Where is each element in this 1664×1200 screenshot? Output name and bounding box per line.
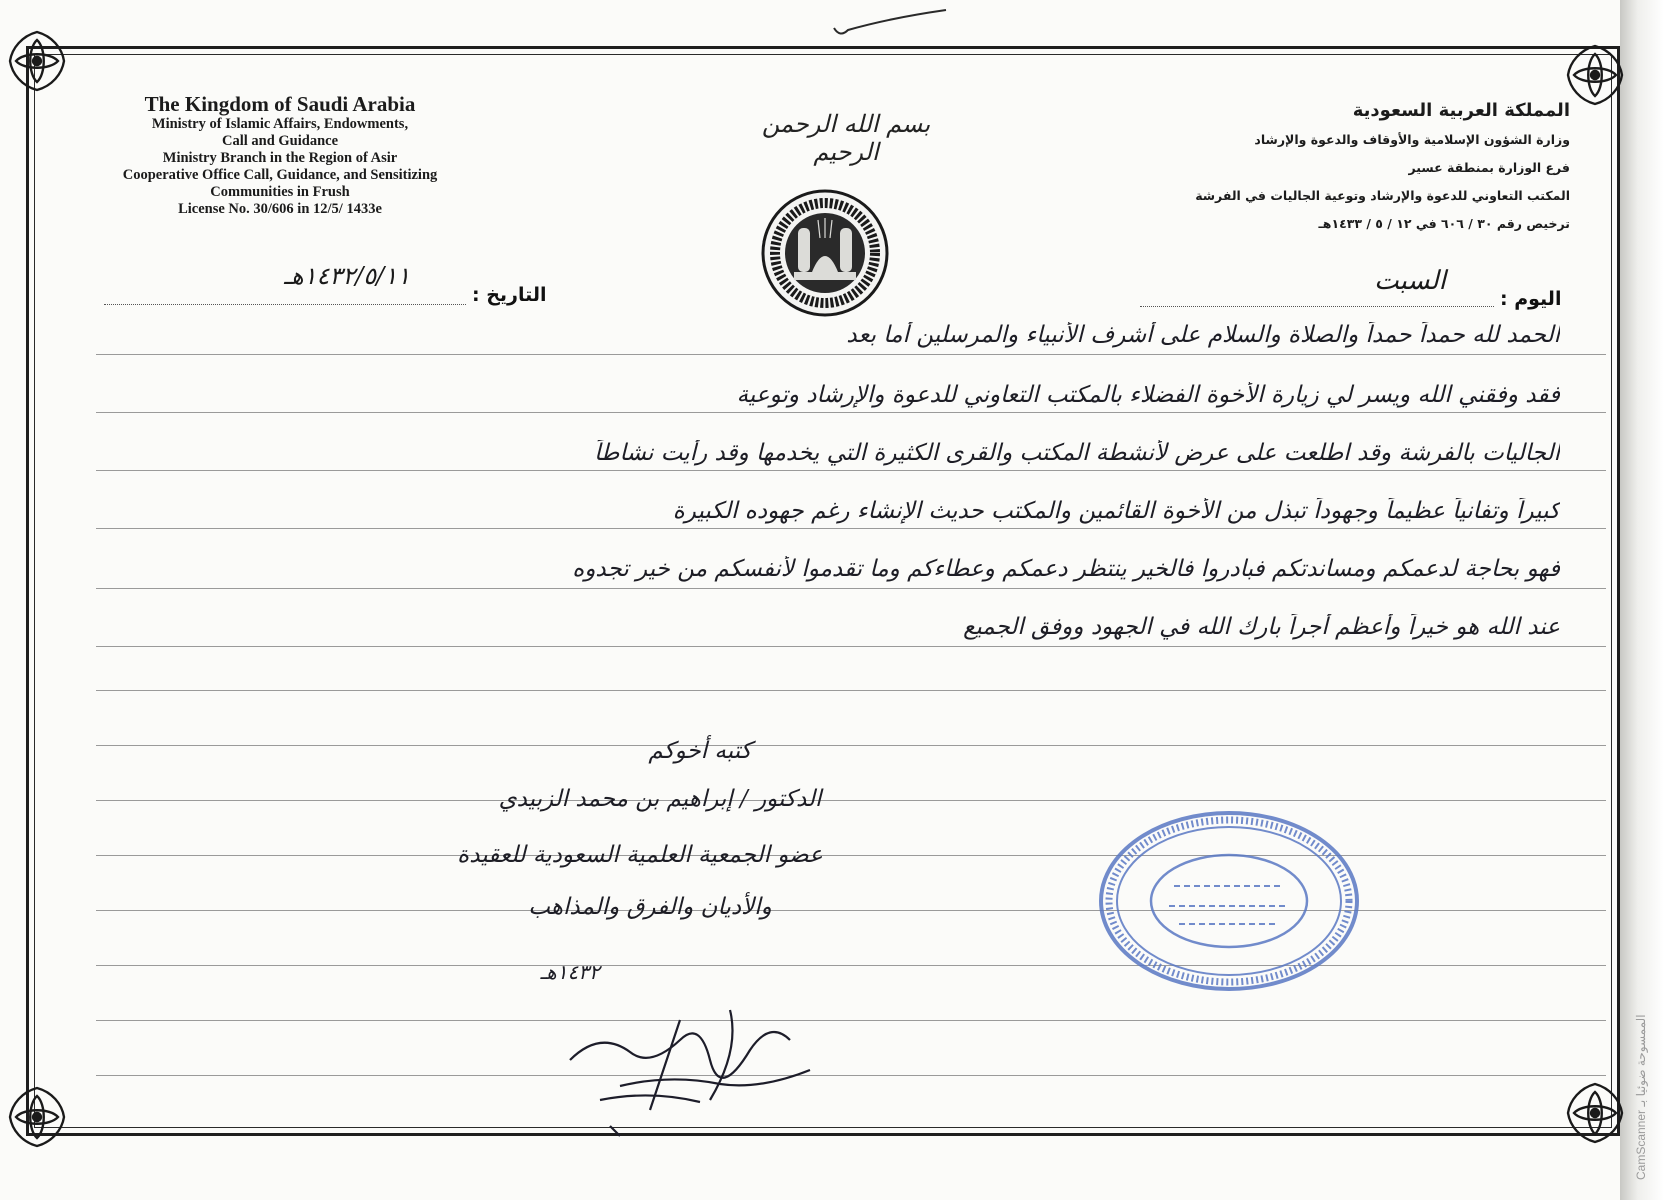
signatory-title: عضو الجمعية العلمية السعودية للعقيدة — [457, 842, 823, 868]
official-stamp-icon — [1094, 806, 1364, 996]
corner-ornament-icon — [2, 26, 72, 96]
ruled-line — [96, 745, 1606, 746]
header-arabic — [1170, 96, 1570, 238]
office-line-en: Communities in Frush — [210, 184, 350, 200]
bismillah-calligraphy: بسم الله الرحمن الرحيم — [761, 110, 931, 166]
license-line-ar: ترخيص رقم ٣٠ / ٦٠٦ في ١٢ / ٥ / ١٤٣٣هـ — [1318, 216, 1570, 231]
ruled-line — [96, 690, 1606, 691]
watermark-text: CamScanner الممسوحة ضوئيا بـ — [1634, 1014, 1648, 1180]
day-value-handwritten: السبت — [1374, 266, 1446, 296]
signature-date: ١٤٣٢هـ — [540, 960, 600, 984]
body-line: فقد وفقني الله ويسر لي زيارة الأخوة الفضلاء بالمكتب التعاوني للدعوة والإرشاد وتوعية — [736, 382, 1560, 408]
ministry-line-en: Ministry of Islamic Affairs, Endowments, — [151, 116, 409, 132]
header-english — [60, 92, 500, 218]
body-line: الحمد لله حمداً حمداً والصلاة والسلام على أشرف الأنبياء والمرسلين أما بعد — [846, 322, 1560, 348]
day-label: اليوم : — [1500, 288, 1562, 310]
check-mark-icon — [830, 8, 950, 42]
date-dotted-line — [104, 304, 466, 305]
signature-intro: كتبه أخوكم — [648, 738, 752, 764]
ruled-line — [96, 588, 1606, 589]
ruled-line — [96, 470, 1606, 471]
handwritten-signature-icon — [560, 990, 820, 1140]
office-emblem-icon — [760, 188, 890, 318]
ruled-line — [96, 646, 1606, 647]
ruled-line — [96, 1020, 1606, 1021]
signatory-name: الدكتور / إبراهيم بن محمد الزبيدي — [498, 786, 822, 812]
date-value-handwritten: ١٤٣٢/٥/١١هـ — [283, 262, 411, 290]
corner-ornament-icon — [1560, 1078, 1630, 1148]
ruled-line — [96, 965, 1606, 966]
signatory-title-cont: والأديان والفرق والمذاهب — [528, 894, 772, 920]
office-line-en: Cooperative Office Call, Guidance, and Sensitizing — [122, 167, 438, 183]
corner-ornament-icon — [2, 1082, 72, 1152]
body-line: عند الله هو خيراً وأعظم أجراً بارك الله في الجهود ووفق الجميع — [963, 614, 1560, 640]
kingdom-title-ar: المملكة العربية السعودية — [1352, 100, 1570, 121]
corner-ornament-icon — [1560, 40, 1630, 110]
ministry-line-en: Call and Guidance — [221, 133, 339, 149]
kingdom-title-en: The Kingdom of Saudi Arabia — [144, 92, 416, 116]
body-line: فهو بحاجة لدعمكم ومساندتكم فبادروا فالخير ينتظر دعمكم وعطاءكم وما تقدموا لأنفسكم من خير تجدوه — [572, 556, 1560, 582]
camscanner-watermark — [1624, 1014, 1654, 1180]
ruled-line — [96, 1075, 1606, 1076]
date-label: التاريخ : — [472, 284, 547, 306]
branch-line-en: Ministry Branch in the Region of Asir — [162, 150, 398, 166]
ruled-line — [96, 354, 1606, 355]
day-dotted-line — [1140, 306, 1494, 307]
ruled-line — [96, 412, 1606, 413]
ruled-line — [96, 528, 1606, 529]
license-line-en: License No. 30/606 in 12/5/ 1433e — [178, 201, 382, 217]
body-line: كبيراً وتفانياً عظيماً وجهوداً تبذل من الأخوة القائمين والمكتب حديث الإنشاء رغم جهوده الكبيرة — [672, 498, 1560, 524]
branch-line-ar: فرع الوزارة بمنطقة عسير — [1408, 160, 1570, 175]
body-line: الجاليات بالفرشة وقد اطلعت على عرض لأنشطة المكتب والقرى الكثيرة التي يخدمها وقد رأيت نشاطاً — [594, 440, 1560, 466]
office-line-ar: المكتب التعاوني للدعوة والإرشاد وتوعية الجاليات في الفرشة — [1195, 188, 1570, 203]
ministry-line-ar: وزارة الشؤون الإسلامية والأوقاف والدعوة والإرشاد — [1254, 132, 1570, 147]
